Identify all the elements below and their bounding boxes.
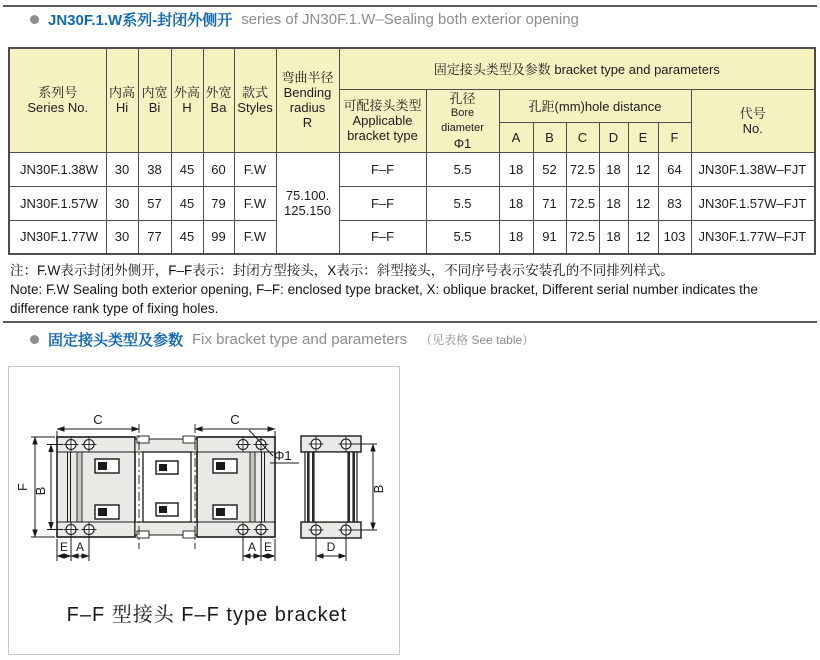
dim-label-e-left: E <box>59 540 69 554</box>
cell-hi: 30 <box>106 152 138 186</box>
cell-bore: 5.5 <box>426 152 499 186</box>
spec-table <box>8 47 816 255</box>
see-table-hint: （见表格 See table） <box>420 333 535 347</box>
cell-bi: 77 <box>138 220 171 254</box>
cell-code: JN30F.1.57W–FJT <box>691 186 815 220</box>
cell-style: F.W <box>234 220 276 254</box>
table-row <box>9 220 815 254</box>
cell-ba: 60 <box>203 152 234 186</box>
col-header-d: D <box>599 122 628 152</box>
col-series-en: Series No. <box>27 100 89 116</box>
cell-h: 45 <box>171 186 203 220</box>
bracket-title-en: Fix bracket type and parameters <box>192 331 408 348</box>
col-hi-cn: 内高 <box>108 85 135 101</box>
cell-e: 12 <box>628 220 658 254</box>
front-view-left-bracket <box>57 437 135 537</box>
cell-a: 18 <box>499 220 533 254</box>
col-header-bi <box>138 48 171 152</box>
dim-label-c-right: C <box>230 412 240 427</box>
cell-style: F.W <box>234 186 276 220</box>
cell-code: JN30F.1.38W–FJT <box>691 152 815 186</box>
bracket-diagram-panel <box>8 366 400 655</box>
series-title-en: series of JN30F.1.W–Sealing both exterior opening <box>241 11 579 28</box>
col-applicable-en1: Applicable <box>352 113 413 128</box>
cell-f: 83 <box>658 186 691 220</box>
dim-label-b-side: B <box>371 484 386 494</box>
col-ba-cn: 外宽 <box>205 85 232 101</box>
col-styles-en: Styles <box>237 100 273 116</box>
col-styles-cn: 款式 <box>241 85 268 101</box>
bullet-icon <box>30 335 39 344</box>
cell-d: 18 <box>599 152 628 186</box>
cell-b: 71 <box>533 186 566 220</box>
cell-bi: 57 <box>138 186 171 220</box>
col-no-cn: 代号 <box>739 105 766 121</box>
col-header-b: B <box>533 122 566 152</box>
dim-label-a-left: A <box>75 540 85 554</box>
cell-a: 18 <box>499 152 533 186</box>
note-cn: 注：F.W表示封闭外侧开，F–F表示：封闭方型接头，X表示：斜型接头，不同序号表示安装孔的不同排列样式。 <box>10 263 674 278</box>
col-bending-en1: Bending <box>283 85 332 101</box>
cell-a: 18 <box>499 186 533 220</box>
top-divider <box>3 5 817 7</box>
series-title-cn: JN30F.1.W系列-封闭外侧开 <box>48 12 233 29</box>
cell-style: F.W <box>234 152 276 186</box>
cell-bore: 5.5 <box>426 220 499 254</box>
bending-value-line2: 125.150 <box>284 202 331 218</box>
dim-label-phi1: Φ1 <box>274 448 292 463</box>
col-header-hi <box>106 48 138 152</box>
dim-label-f: F <box>15 483 30 491</box>
cell-c: 72.5 <box>566 152 599 186</box>
table-row <box>9 186 815 220</box>
cell-ba: 99 <box>203 220 234 254</box>
cell-series: JN30F.1.77W <box>9 220 106 254</box>
col-header-c: C <box>566 122 599 152</box>
bending-value-line1: 75.100. <box>285 187 330 203</box>
diagram-caption: F–F 型接头 F–F type bracket <box>66 604 348 626</box>
note-en: Note: F.W Sealing both exterior opening, F–F: enclosed type bracket, X: oblique bracket, Different serial number indicates the difference rank type of fixing holes. <box>10 282 758 316</box>
dim-label-e-right: E <box>263 540 273 554</box>
col-bore-cn: 孔径 <box>449 90 476 106</box>
cell-h: 45 <box>171 152 203 186</box>
section-header-bracket <box>30 329 534 350</box>
col-bending-en3: R <box>302 115 313 131</box>
cell-hi: 30 <box>106 220 138 254</box>
col-series-cn: 系列号 <box>38 85 78 101</box>
cell-ba: 79 <box>203 186 234 220</box>
front-view-middle-link <box>135 436 197 538</box>
col-bending-en2: radius <box>289 100 326 116</box>
dim-label-b-front: B <box>33 486 48 496</box>
dim-label-c-left: C <box>93 412 103 427</box>
section-header-series <box>30 9 579 30</box>
cell-c: 72.5 <box>566 186 599 220</box>
cell-bracket-type: F–F <box>339 220 426 254</box>
cell-f: 103 <box>658 220 691 254</box>
col-header-styles <box>234 48 276 152</box>
group-header-bracket: 固定接头类型及参数 bracket type and parameters <box>339 48 815 89</box>
col-bore-symbol: Φ1 <box>453 135 472 151</box>
col-header-a: A <box>499 122 533 152</box>
col-bore-en: Bore diameter <box>441 106 484 134</box>
mid-divider <box>3 321 817 323</box>
dim-label-d: D <box>326 540 336 554</box>
col-header-bore-diameter <box>426 89 499 152</box>
col-hi-en: Hi <box>115 100 129 116</box>
col-header-h <box>171 48 203 152</box>
col-ba-en: Ba <box>210 100 227 116</box>
col-applicable-en2: bracket type <box>347 128 418 143</box>
col-no-en: No. <box>742 120 763 136</box>
cell-code: JN30F.1.77W–FJT <box>691 220 815 254</box>
table-notes <box>10 261 814 318</box>
cell-bore: 5.5 <box>426 186 499 220</box>
cell-e: 12 <box>628 152 658 186</box>
col-bi-en: Bi <box>148 100 161 116</box>
front-view-right-bracket <box>197 437 275 537</box>
side-view-bracket <box>301 436 361 538</box>
col-header-f: F <box>658 122 691 152</box>
cell-b: 52 <box>533 152 566 186</box>
cell-bracket-type: F–F <box>339 186 426 220</box>
col-header-code <box>691 89 815 152</box>
col-header-ba <box>203 48 234 152</box>
table-row <box>9 152 815 186</box>
col-bending-cn: 弯曲半径 <box>281 70 334 86</box>
col-bi-cn: 内宽 <box>141 85 168 101</box>
cell-bracket-type: F–F <box>339 152 426 186</box>
bullet-icon <box>30 15 39 24</box>
dim-label-a-right: A <box>247 540 257 554</box>
bracket-technical-drawing <box>9 367 397 652</box>
cell-c: 72.5 <box>566 220 599 254</box>
cell-hi: 30 <box>106 186 138 220</box>
cell-series: JN30F.1.38W <box>9 152 106 186</box>
col-applicable-cn: 可配接头类型 <box>343 98 422 113</box>
col-header-applicable-bracket <box>339 89 426 152</box>
col-header-bending-radius <box>276 48 339 152</box>
cell-e: 12 <box>628 186 658 220</box>
cell-b: 91 <box>533 220 566 254</box>
cell-d: 18 <box>599 220 628 254</box>
cell-f: 64 <box>658 152 691 186</box>
cell-h: 45 <box>171 220 203 254</box>
cell-bi: 38 <box>138 152 171 186</box>
col-header-series <box>9 48 106 152</box>
group-header-hole-distance: 孔距(mm)hole distance <box>499 89 691 122</box>
cell-d: 18 <box>599 186 628 220</box>
cell-series: JN30F.1.57W <box>9 186 106 220</box>
col-h-cn: 外高 <box>173 85 200 101</box>
col-h-en: H <box>182 100 192 116</box>
col-header-e: E <box>628 122 658 152</box>
bracket-title-cn: 固定接头类型及参数 <box>48 332 184 349</box>
cell-bending-radius <box>276 152 339 254</box>
